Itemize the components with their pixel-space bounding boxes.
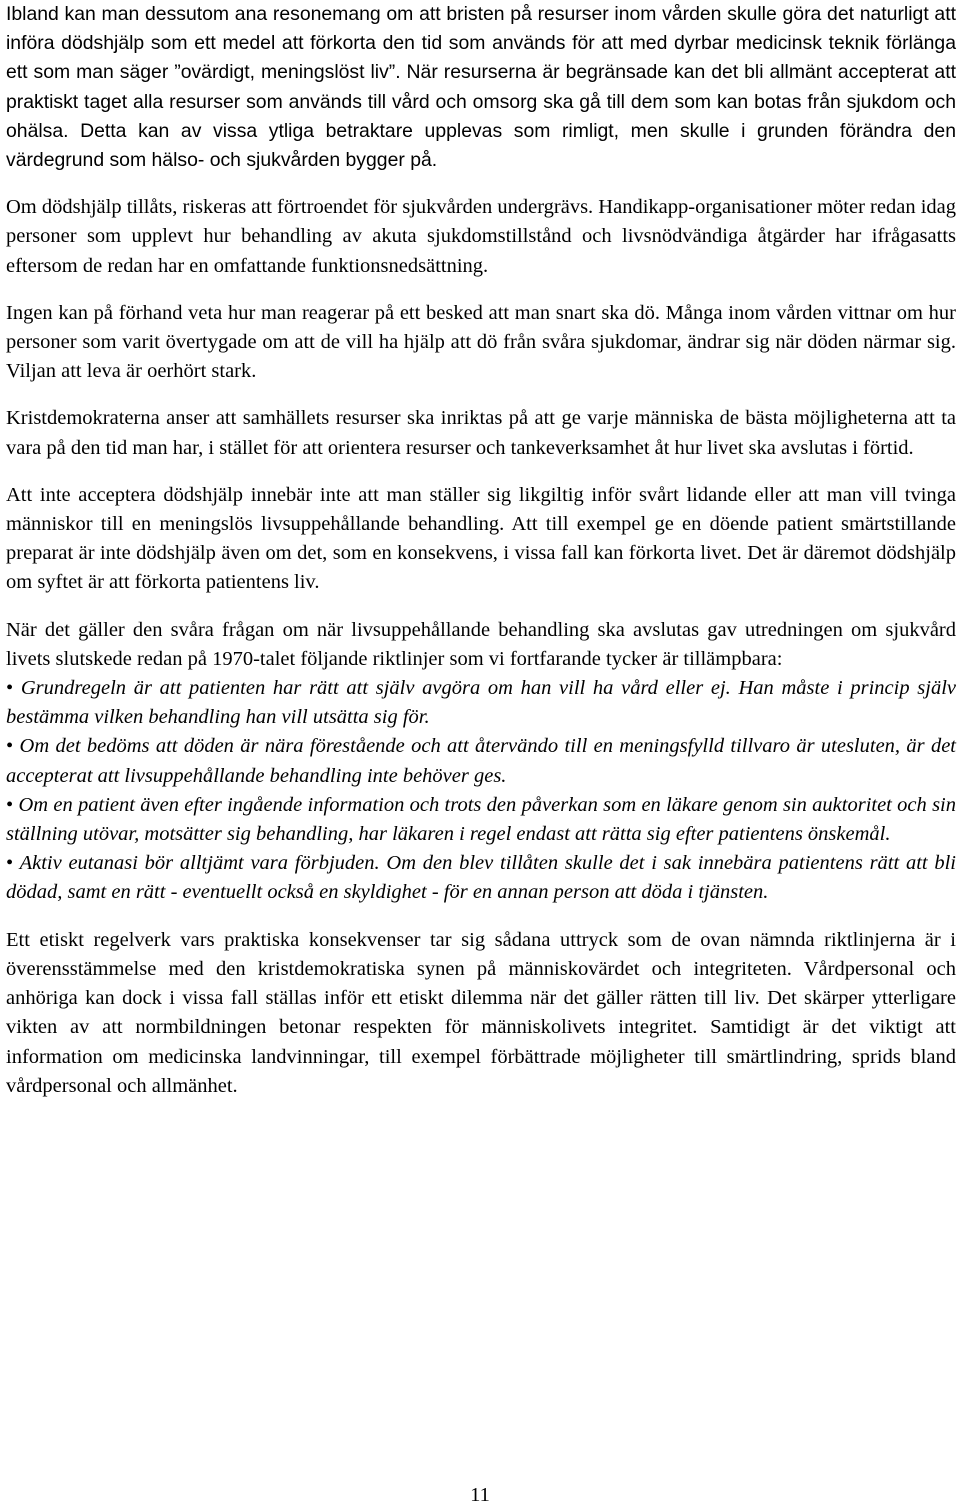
- paragraph-resources: Ibland kan man dessutom ana resonemang om att bristen på resurser inom vården skulle göra det naturligt att införa dödshjälp som ett medel att förkorta den tid som används för att med dyrbar medicinsk teknik förlänga ett som man säger ”ovärdigt, meningslöst liv”. När resurserna är begränsade kan det bli allmänt accepterat att praktiskt taget alla resurser som används till vård och omsorg ska gå till dem som kan botas från sjukdom och ohälsa. Detta kan av vissa ytliga betraktare upplevas som rimligt, men skulle i grunden förändra den värdegrund som hälso- och sjukvården bygger på.: [6, 3, 956, 172]
- list-item: [6, 791, 956, 849]
- page-number: 11: [470, 1484, 490, 1506]
- list-item: [6, 732, 956, 790]
- paragraph-will-to-live: Ingen kan på förhand veta hur man reagerar på ett besked att man snart ska dö. Många inom vården vittnar om hur personer som varit övertygade om att de vill ha hjälp att dö från svåra sjukdomar, ändrar sig när döden närmar sig. Viljan att leva är oerhört stark.: [6, 301, 956, 383]
- list-item: [6, 849, 956, 907]
- guideline-text: Om det bedöms att döden är nära förestående och att återvändo till en meningsfylld tillvaro är utesluten, är det accepterat att livsuppehållande behandling inte behöver ges.: [6, 735, 956, 787]
- paragraph-not-accepting: Att inte acceptera dödshjälp innebär inte att man ställer sig likgiltig inför svårt lidande eller att man vill tvinga människor till en meningslös livsuppehållande behandling. Att till exempel ge en döende patient smärtstillande preparat är inte dödshjälp även om det, som en konsekvens, i vissa fall kan förkorta livet. Det är däremot dödshjälp om syftet är att förkorta patientens liv.: [6, 483, 956, 594]
- bullet-icon: •: [6, 735, 14, 758]
- paragraph-closing: Ett etiskt regelverk vars praktiska konsekvenser tar sig sådana uttryck som de ovan nämnda riktlinjerna är i överensstämmelse med den kristdemokratiska synen på människovärdet och integriteten. Vårdpersonal och anhöriga kan dock i vissa fall ställas inför ett etiskt dilemma när det gäller rätten till liv. Det skärper ytterligare vikten av att normbildningen betonar respekten för människolivets integritet. Samtidigt är det viktigt att information om medicinska landvinningar, till exempel förbättrade möjligheter till smärtlindring, sprids bland vårdpersonal och allmänhet.: [6, 928, 956, 1097]
- guideline-text: Om en patient även efter ingående information och trots den påverkan som en läkare genom sin auktoritet och sin ställning utövar, motsätter sig behandling, har läkaren i regel endast att rätta sig efter patientens önskemål.: [6, 793, 956, 846]
- bullet-icon: •: [6, 852, 14, 875]
- paragraph-trust: Om dödshjälp tillåts, riskeras att förtroendet för sjukvården undergrävs. Handikapp-organisationer möter redan idag personer som upplevt hur behandling av akuta sjukdomstillstånd och livsnödvändiga åtgärder har ifrågasatts eftersom de redan har en omfattande funktionsnedsättning.: [6, 196, 956, 277]
- guidelines-list: [6, 674, 956, 908]
- guideline-text: Aktiv eutanasi bör alltjämt vara förbjuden. Om den blev tillåten skulle det i sak innebära patientens rätt att bli dödad, samt en rätt - eventuellt också en skyldighet - för en annan person att döda i tjänsten.: [6, 852, 956, 904]
- bullet-icon: •: [6, 677, 14, 700]
- paragraph-party-position: Kristdemokraterna anser att samhällets resurser ska inriktas på att ge varje människa de bästa möjligheterna att ta vara på den tid man har, i stället för att orientera resurser och tankeverksamhet åt hur livet ska avslutas i förtid.: [6, 407, 956, 459]
- bullet-icon: •: [6, 793, 14, 816]
- list-item: [6, 674, 956, 732]
- paragraph-guidelines-intro: När det gäller den svåra frågan om när livsuppehållande behandling ska avslutas gav utredningen om sjukvård livets slutskede redan på 1970-talet följande riktlinjer som vi fortfarande tycker är tillämpbara:: [6, 618, 956, 670]
- document-page: [6, 0, 956, 1101]
- guideline-text: Grundregeln är att patienten har rätt att själv avgöra om han vill ha vård eller ej. Han måste i princip själv bestämma vilken behandling han vill utsätta sig för.: [6, 677, 956, 729]
